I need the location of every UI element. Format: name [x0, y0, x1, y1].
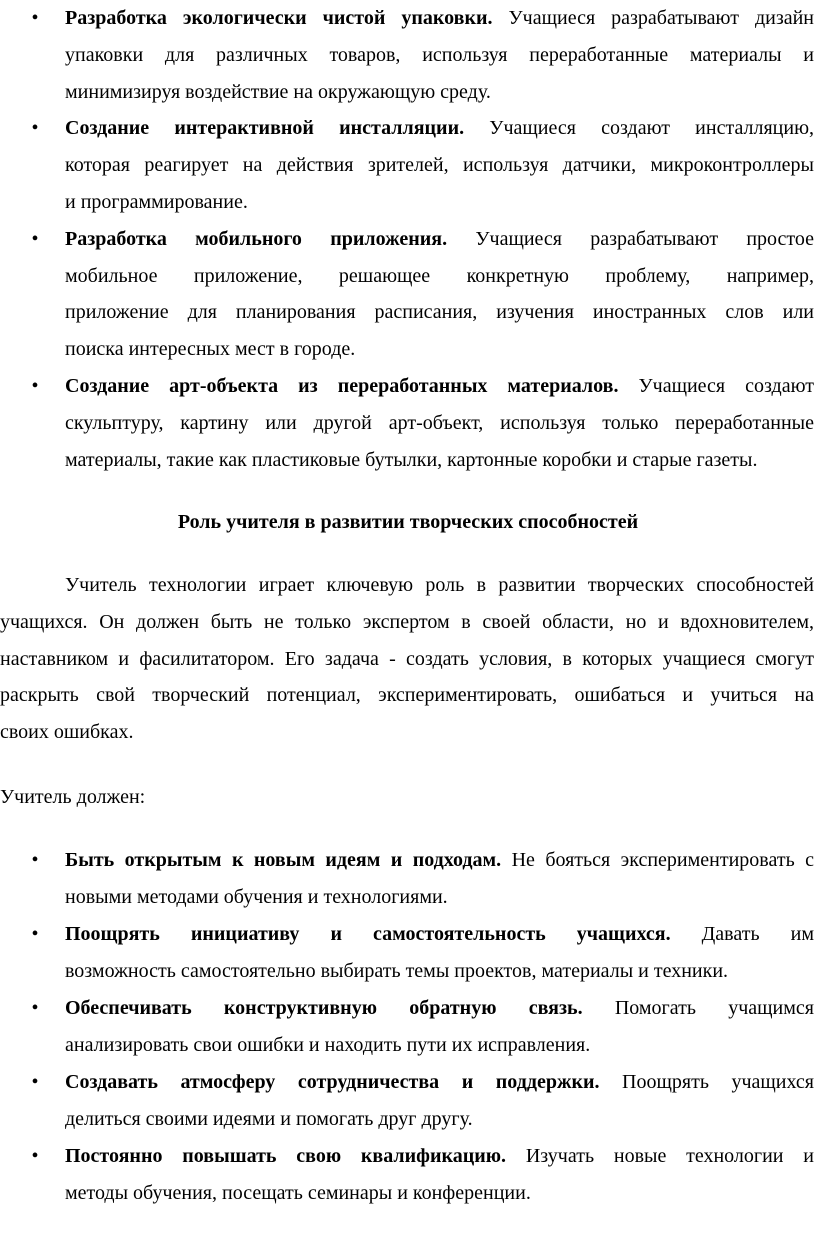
- must-label: Учитель должен:: [0, 786, 146, 808]
- text-line: [65, 368, 814, 405]
- item-text: приложение для планирования расписания, изучения иностранных слов или: [65, 301, 814, 324]
- item-text: Поощрять учащихся: [622, 1071, 815, 1093]
- text-line: [65, 405, 814, 442]
- item-text: и программирование.: [65, 190, 248, 213]
- list-item: [0, 110, 814, 220]
- item-text: Изучать новые технологии и: [525, 1145, 814, 1167]
- item-text: Учащиеся создают: [638, 374, 815, 397]
- bullet-icon: •: [31, 374, 39, 397]
- list-item: [0, 1064, 814, 1138]
- bullet-icon: •: [31, 7, 39, 29]
- item-text: которая реагирует на действия зрителей, используя датчики, микроконтроллеры: [65, 154, 814, 177]
- text-line: [65, 879, 814, 916]
- item-text: мобильное приложение, решающее конкретную проблему, например,: [65, 264, 814, 287]
- list-item: [0, 0, 814, 110]
- text-line: [65, 1138, 814, 1175]
- bullet-icon: •: [31, 923, 39, 945]
- item-title: Разработка мобильного приложения.: [65, 227, 448, 250]
- item-text: Не бояться экспериментировать с: [511, 849, 814, 871]
- bullet-icon: •: [31, 227, 39, 250]
- text-line: [65, 1101, 814, 1138]
- list-item: [0, 916, 814, 990]
- text-line: [65, 0, 814, 37]
- bullet-icon: •: [31, 849, 39, 871]
- item-title: Разработка экологически чистой упаковки.: [65, 7, 493, 29]
- item-title: Поощрять инициативу и самостоятельность учащихся.: [65, 923, 671, 945]
- text-line: [65, 147, 814, 184]
- paragraph-line: учащихся. Он должен быть не только экспертом в своей области, но и вдохновителем,: [0, 610, 814, 633]
- item-text: новыми методами обучения и технологиями.: [65, 886, 448, 908]
- item-title: Создавать атмосферу сотрудничества и поддержки.: [65, 1071, 600, 1093]
- list-item: [0, 842, 814, 916]
- section-heading: Роль учителя в развитии творческих способностей: [177, 511, 639, 533]
- item-text: анализировать свои ошибки и находить пути их исправления.: [65, 1034, 591, 1056]
- item-title: Быть открытым к новым идеям и подходам.: [65, 849, 502, 871]
- text-line: [65, 221, 814, 258]
- text-line: [65, 110, 814, 147]
- paragraph-line: наставником и фасилитатором. Его задача - создать условия, в которых учащиеся смогут: [0, 647, 814, 670]
- item-text: возможность самостоятельно выбирать темы проектов, материалы и техники.: [65, 960, 729, 982]
- list-item: [0, 1138, 814, 1212]
- text-line: [65, 953, 814, 990]
- text-line: [65, 294, 814, 331]
- bullet-icon: •: [31, 1071, 39, 1093]
- bullet-icon: •: [31, 997, 39, 1019]
- project-list: [0, 0, 814, 478]
- item-title: Обеспечивать конструктивную обратную связь.: [65, 997, 583, 1019]
- text-line: [65, 442, 814, 479]
- paragraph-line: своих ошибках.: [0, 721, 134, 744]
- item-text: методы обучения, посещать семинары и конференции.: [65, 1182, 531, 1204]
- text-line: [65, 74, 814, 111]
- text-line: [65, 842, 814, 879]
- item-text: делиться своими идеями и помогать друг другу.: [65, 1108, 473, 1130]
- item-title: Создание интерактивной инсталляции.: [65, 117, 465, 140]
- text-line: [65, 990, 814, 1027]
- duties-list: [0, 842, 814, 1212]
- item-text: материалы, такие как пластиковые бутылки, картонные коробки и старые газеты.: [65, 448, 758, 471]
- item-text: Учащиеся разрабатывают простое: [475, 227, 815, 250]
- text-line: [65, 258, 814, 295]
- item-title: Постоянно повышать свою квалификацию.: [65, 1145, 507, 1167]
- paragraph-line: Учитель технологии играет ключевую роль в развитии творческих способностей: [65, 574, 814, 596]
- item-text: Учащиеся разрабатывают дизайн: [508, 7, 815, 29]
- item-text: минимизируя воздействие на окружающую среду.: [65, 80, 491, 103]
- item-text: Помогать учащимся: [614, 997, 814, 1019]
- text-line: [65, 37, 814, 74]
- text-line: [65, 916, 814, 953]
- list-item: [0, 221, 814, 368]
- text-line: [65, 1027, 814, 1064]
- item-text: Учащиеся создают инсталляцию,: [489, 117, 815, 140]
- item-text: упаковки для различных товаров, используя переработанные материалы и: [65, 43, 814, 66]
- list-item: [0, 990, 814, 1064]
- bullet-icon: •: [31, 1145, 39, 1167]
- paragraph-line: раскрыть свой творческий потенциал, экспериментировать, ошибаться и учиться на: [0, 684, 814, 707]
- item-text: Давать им: [701, 923, 814, 945]
- text-line: [65, 184, 814, 221]
- text-line: [65, 1064, 814, 1101]
- item-text: поиска интересных мест в городе.: [65, 338, 356, 361]
- intro-paragraph: [0, 567, 814, 751]
- list-item: [0, 368, 814, 478]
- text-line: [65, 1175, 814, 1212]
- item-text: скульптуру, картину или другой арт-объект, используя только переработанные: [65, 411, 814, 434]
- text-line: [65, 331, 814, 368]
- bullet-icon: •: [31, 117, 39, 140]
- item-title: Создание арт-объекта из переработанных материалов.: [65, 374, 619, 397]
